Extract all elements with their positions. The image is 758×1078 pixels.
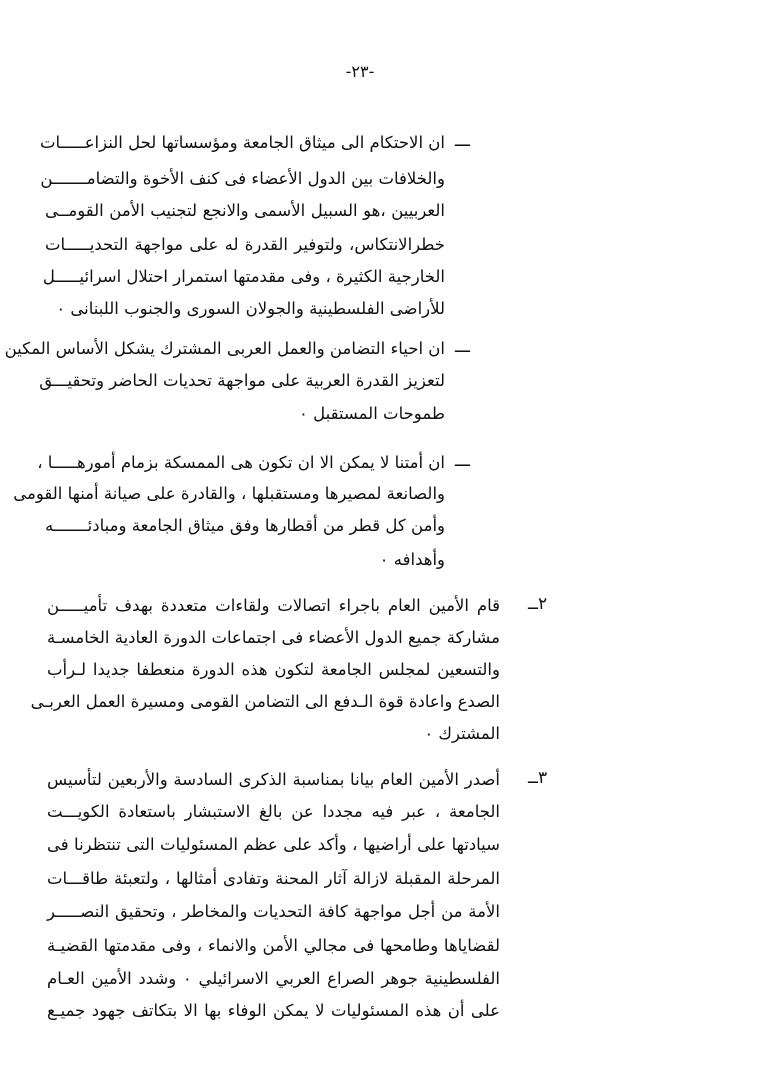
text-line: للأراضى الفلسطينية والجولان السورى والجنوب اللبنانى ٠ — [56, 299, 445, 318]
text-line: مشاركة جميع الدول الأعضاء فى اجتماعات الدورة العادية الخامسـة — [46, 628, 500, 647]
text-line: العربيين ،هو السبيل الأسمى والانجع لتجنيب الأمن القومــى — [45, 201, 445, 220]
text-line: سيادتها على أراضيها ، وأكد على عظم المسئوليات التى تنتظرنا فى — [47, 835, 500, 854]
paragraph-marker: ـــ — [455, 451, 470, 471]
text-line: قام الأمين العام باجراء اتصالات ولقاءات متعددة بهدف تأميـــــن — [47, 596, 500, 615]
text-line: ان احياء التضامن والعمل العربى المشترك يشكل الأساس المكين — [4, 339, 445, 358]
text-line: أصدر الأمين العام بيانا بمناسبة الذكرى السادسة والأربعين لتأسيس — [47, 770, 500, 789]
paragraph-marker: ٣ــ — [528, 768, 548, 788]
text-line: ان أمتنا لا يمكن الا ان تكون هى الممسكة بزمام أمورهـــــا ، — [37, 453, 445, 472]
text-line: الجامعة ، عبر فيه مجددا عن بالغ الاستبشار باستعادة الكويـــت — [47, 802, 500, 821]
text-line: المشترك ٠ — [424, 724, 500, 743]
text-line: خطرالانتكاس، ولتوفير القدرة له على مواجهة التحديـــــات — [45, 235, 445, 254]
page-number: -٢٣- — [345, 62, 375, 81]
text-line: الخارجية الكثيرة ، وفى مقدمتها استمرار احتلال اسرائيـــــل — [42, 267, 445, 286]
paragraph-marker: ـــ — [455, 131, 470, 151]
text-line: وأهدافه ٠ — [379, 550, 445, 569]
text-line: والتسعين لمجلس الجامعة لتكون هذه الدورة منعطفا جديدا لـرأب — [47, 660, 500, 679]
text-line: وأمن كل قطر من أقطارها وفق ميثاق الجامعة ومبادئـــــــه — [45, 516, 445, 535]
text-line: المرحلة المقبلة لازالة آثار المحنة وتفادى أمثالها ، ولتعبئة طاقـــات — [47, 869, 500, 888]
text-line: لتعزيز القدرة العربية على مواجهة تحديات الحاضر وتحقيـــق — [39, 371, 445, 390]
text-line: والخلافات بين الدول الأعضاء فى كنف الأخوة والتضامـــــــن — [40, 169, 445, 188]
text-line: الصدع واعادة قوة الـدفع الى التضامن القومى ومسيرة العمل العربـى — [30, 692, 500, 711]
text-line: ان الاحتكام الى ميثاق الجامعة ومؤسساتها لحل النزاعـــــات — [39, 133, 445, 152]
text-line: الأمة من أجل مواجهة كافة التحديات والمخاطر ، وتحقيق النصـــــر — [47, 902, 500, 921]
text-line: على أن هذه المسئوليات لا يمكن الوفاء بها الا بتكاتف جهود جميـع — [47, 1001, 500, 1020]
text-line: والصانعة لمصيرها ومستقبلها ، والقادرة على صيانة أمنها القومى — [13, 484, 445, 503]
paragraph-marker: ـــ — [455, 337, 470, 357]
text-line: طموحات المستقبل ٠ — [299, 404, 445, 423]
paragraph-marker: ٢ــ — [528, 594, 548, 614]
text-line: لقضاياها وطامحها فى مجالي الأمن والانماء ، وفى مقدمتها القضيـة — [47, 936, 500, 955]
text-line: الفلسطينية جوهر الصراع العربي الاسرائيلي ٠ وشدد الأمين العـام — [47, 969, 500, 988]
